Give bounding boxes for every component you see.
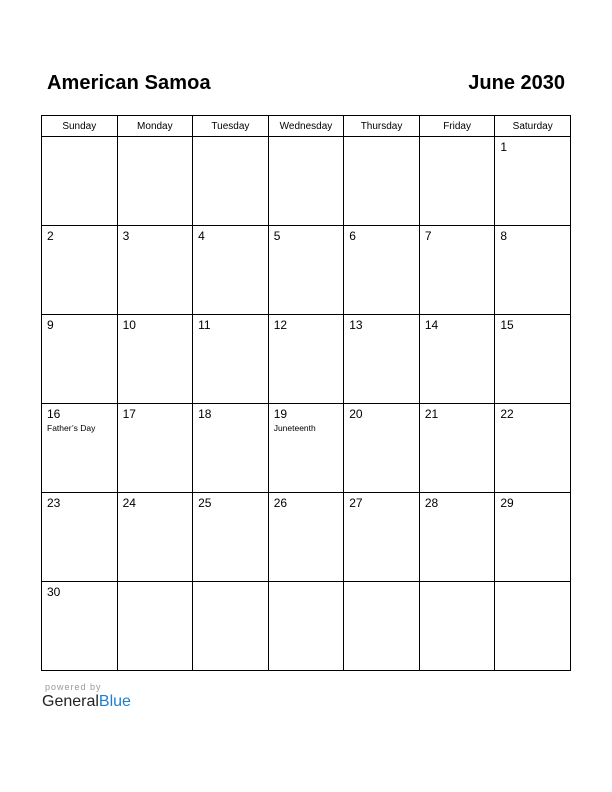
day-cell (419, 582, 495, 671)
day-number: 24 (122, 496, 136, 510)
powered-by-text: powered by (45, 682, 102, 692)
day-cell (344, 582, 420, 671)
day-number: 3 (122, 229, 130, 243)
day-cell (268, 226, 344, 315)
day-cell (117, 582, 193, 671)
day-number: 23 (47, 496, 61, 510)
logo-word-general: General (42, 693, 99, 710)
day-number: 7 (424, 229, 432, 243)
day-number: 26 (273, 496, 288, 510)
day-cell (495, 137, 571, 226)
day-cell (344, 226, 420, 315)
day-cell (117, 137, 193, 226)
day-number: 1 (500, 140, 508, 154)
day-number: 4 (198, 229, 205, 243)
day-cell (42, 493, 118, 582)
day-number (344, 582, 419, 586)
day-cell (42, 404, 118, 493)
day-cell (117, 226, 193, 315)
day-cell (193, 493, 269, 582)
day-cell (495, 582, 571, 671)
day-cell (42, 582, 118, 671)
day-cell (495, 404, 571, 493)
calendar-grid (41, 115, 571, 671)
weekday-saturday: Saturday (495, 116, 571, 137)
day-cell (268, 137, 344, 226)
day-cell (42, 226, 118, 315)
day-number (420, 137, 495, 141)
day-cell (495, 315, 571, 404)
day-cell (42, 137, 118, 226)
day-number: 2 (47, 229, 54, 243)
day-number: 10 (122, 318, 136, 332)
day-cell (193, 582, 269, 671)
day-cell (42, 315, 118, 404)
day-cell (268, 404, 344, 493)
day-number: 19 (273, 407, 288, 421)
weekday-tuesday: Tuesday (193, 116, 269, 137)
week-row (42, 493, 571, 582)
day-cell (419, 404, 495, 493)
region-title: American Samoa (47, 72, 211, 94)
weekday-monday: Monday (117, 116, 193, 137)
day-number: 29 (500, 496, 514, 510)
day-cell (117, 315, 193, 404)
day-number: 14 (424, 318, 439, 332)
holiday-label: Juneteenth (273, 423, 316, 433)
month-title: June 2030 (468, 72, 565, 94)
day-number (420, 582, 495, 586)
day-number: 22 (500, 407, 514, 421)
day-number (269, 582, 344, 586)
day-number (42, 137, 117, 141)
weekday-friday: Friday (419, 116, 495, 137)
day-cell (344, 404, 420, 493)
day-number (269, 137, 344, 141)
day-cell (495, 493, 571, 582)
day-number: 27 (349, 496, 363, 510)
day-cell (193, 404, 269, 493)
day-number (118, 582, 193, 586)
day-number: 18 (198, 407, 212, 421)
day-number: 9 (47, 318, 54, 332)
weekday-sunday: Sunday (42, 116, 118, 137)
week-row (42, 315, 571, 404)
day-cell (268, 582, 344, 671)
day-number: 13 (349, 318, 363, 332)
logo-word-blue: Blue (98, 693, 131, 710)
day-number: 8 (500, 229, 508, 243)
day-number (193, 137, 268, 141)
day-number: 5 (273, 229, 281, 243)
day-number: 11 (198, 318, 211, 332)
day-cell (344, 137, 420, 226)
week-row (42, 582, 571, 671)
day-cell (344, 493, 420, 582)
weekday-header-row (42, 116, 571, 137)
day-number: 16 (47, 407, 61, 421)
weekday-thursday: Thursday (344, 116, 420, 137)
day-cell (268, 315, 344, 404)
day-number: 30 (47, 585, 61, 599)
day-cell (268, 493, 344, 582)
day-number: 21 (424, 407, 439, 421)
day-cell (419, 493, 495, 582)
day-cell (117, 404, 193, 493)
day-number (344, 137, 419, 141)
generalblue-logo[interactable] (42, 693, 131, 711)
day-cell (495, 226, 571, 315)
day-number: 25 (198, 496, 212, 510)
day-cell (419, 226, 495, 315)
day-cell (419, 137, 495, 226)
day-number: 15 (500, 318, 514, 332)
day-number: 12 (273, 318, 288, 332)
day-number: 6 (349, 229, 356, 243)
week-row (42, 404, 571, 493)
day-number: 28 (424, 496, 439, 510)
day-number: 20 (349, 407, 363, 421)
day-cell (193, 315, 269, 404)
day-cell (344, 315, 420, 404)
week-row (42, 137, 571, 226)
day-number (193, 582, 268, 586)
day-cell (193, 137, 269, 226)
day-cell (419, 315, 495, 404)
week-row (42, 226, 571, 315)
day-cell (117, 493, 193, 582)
day-number (118, 137, 193, 141)
weekday-wednesday: Wednesday (268, 116, 344, 137)
day-cell (193, 226, 269, 315)
day-number (495, 582, 570, 586)
day-number: 17 (122, 407, 136, 421)
holiday-label: Father’s Day (47, 423, 96, 433)
